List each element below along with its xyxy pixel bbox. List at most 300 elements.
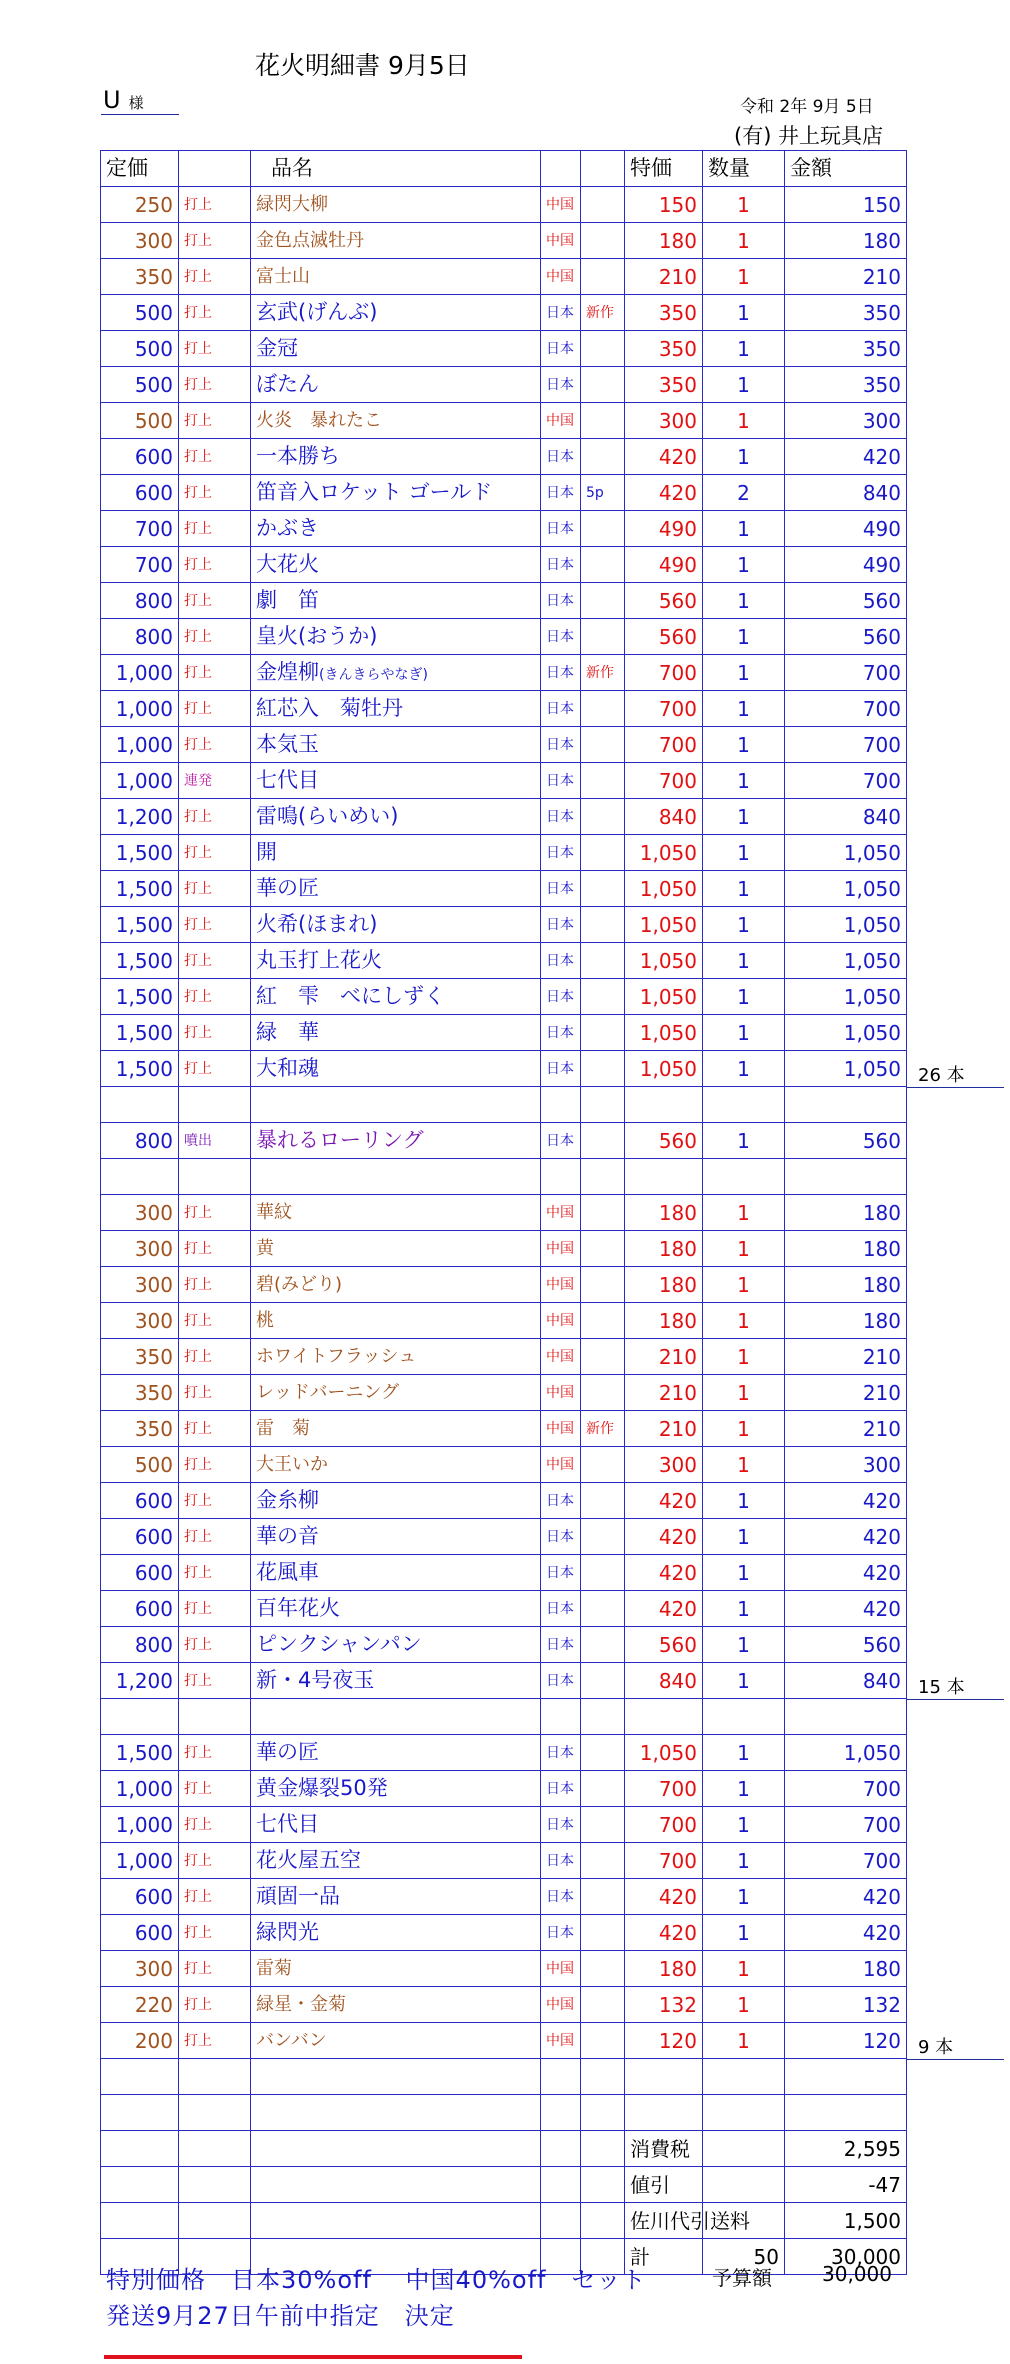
quantity: 1 — [703, 2023, 785, 2059]
special-price: 1,050 — [625, 1015, 703, 1051]
list-price: 1,000 — [101, 763, 179, 799]
item-name — [251, 1411, 541, 1447]
amount: 420 — [785, 1555, 907, 1591]
table-row — [101, 187, 907, 223]
amount: 490 — [785, 511, 907, 547]
origin: 中国 — [541, 2023, 581, 2059]
item-note — [581, 979, 625, 1015]
item-name — [251, 655, 541, 691]
special-price: 210 — [625, 1375, 703, 1411]
table-row — [101, 691, 907, 727]
item-name-text: バンバン — [256, 2029, 327, 2051]
category: 打上 — [179, 1447, 251, 1483]
header-category — [179, 151, 251, 187]
empty-cell — [625, 2095, 703, 2131]
item-name-text: 大和魂 — [256, 1056, 319, 1080]
item-name — [251, 835, 541, 871]
list-price: 250 — [101, 187, 179, 223]
amount: 700 — [785, 1843, 907, 1879]
item-name-text: 桃 — [256, 1309, 274, 1331]
tally-count: 26 本 — [918, 1064, 965, 1086]
empty-cell — [581, 2203, 625, 2239]
origin: 日本 — [541, 1051, 581, 1087]
table-row — [101, 655, 907, 691]
quantity: 1 — [703, 223, 785, 259]
item-name — [251, 187, 541, 223]
empty-cell — [541, 2095, 581, 2131]
list-price: 1,500 — [101, 979, 179, 1015]
item-note — [581, 403, 625, 439]
table-row — [101, 727, 907, 763]
special-price: 420 — [625, 1879, 703, 1915]
header-name: 品名 — [251, 151, 541, 187]
special-price: 1,050 — [625, 943, 703, 979]
list-price: 500 — [101, 295, 179, 331]
item-name-text: 雷 菊 — [256, 1417, 310, 1439]
quantity: 1 — [703, 1735, 785, 1771]
amount: 420 — [785, 1879, 907, 1915]
summary-row — [101, 2131, 907, 2167]
quantity: 1 — [703, 1951, 785, 1987]
quantity: 1 — [703, 907, 785, 943]
origin: 日本 — [541, 835, 581, 871]
quantity: 1 — [703, 1555, 785, 1591]
empty-cell — [581, 1159, 625, 1195]
table-row — [101, 907, 907, 943]
table-row — [101, 1159, 907, 1195]
amount: 210 — [785, 1339, 907, 1375]
empty-cell — [541, 2131, 581, 2167]
category: 打上 — [179, 871, 251, 907]
item-name — [251, 511, 541, 547]
empty-cell — [581, 2167, 625, 2203]
amount: 1,050 — [785, 1735, 907, 1771]
item-name-text: 開 — [256, 840, 277, 864]
header-origin — [541, 151, 581, 187]
table-row — [101, 2095, 907, 2131]
item-name — [251, 1555, 541, 1591]
special-price: 840 — [625, 1663, 703, 1699]
item-name-text: 七代目 — [256, 1812, 319, 1836]
summary-amount: 1,500 — [785, 2203, 907, 2239]
special-price: 700 — [625, 691, 703, 727]
summary-qty: 50 — [703, 2239, 785, 2275]
empty-cell — [541, 1159, 581, 1195]
item-name-reading: (きんきらやなぎ) — [319, 667, 428, 683]
category: 打上 — [179, 1951, 251, 1987]
origin: 中国 — [541, 187, 581, 223]
amount: 1,050 — [785, 943, 907, 979]
item-note — [581, 907, 625, 943]
category: 打上 — [179, 223, 251, 259]
item-note — [581, 2023, 625, 2059]
quantity: 1 — [703, 1879, 785, 1915]
origin: 中国 — [541, 1411, 581, 1447]
item-name-text: 丸玉打上花火 — [256, 948, 382, 972]
table-row — [101, 1555, 907, 1591]
origin: 中国 — [541, 1231, 581, 1267]
origin: 日本 — [541, 583, 581, 619]
item-note — [581, 1195, 625, 1231]
amount: 210 — [785, 1375, 907, 1411]
empty-cell — [785, 1159, 907, 1195]
item-note — [581, 583, 625, 619]
amount: 1,050 — [785, 907, 907, 943]
customer-underline — [101, 114, 179, 115]
table-row — [101, 1447, 907, 1483]
table-row — [101, 1195, 907, 1231]
category: 打上 — [179, 655, 251, 691]
table-row — [101, 1771, 907, 1807]
empty-cell — [581, 2059, 625, 2095]
table-row — [101, 439, 907, 475]
category: 打上 — [179, 1195, 251, 1231]
table-row — [101, 583, 907, 619]
amount: 180 — [785, 1231, 907, 1267]
empty-cell — [101, 1087, 179, 1123]
special-price: 1,050 — [625, 835, 703, 871]
quantity: 1 — [703, 619, 785, 655]
list-price: 1,500 — [101, 907, 179, 943]
item-name-text: 華の匠 — [256, 1740, 319, 1764]
item-name-text: 華の音 — [256, 1524, 319, 1548]
summary-label: 消費税 — [625, 2131, 703, 2167]
table-row — [101, 403, 907, 439]
summary-amount: -47 — [785, 2167, 907, 2203]
empty-cell — [179, 2131, 251, 2167]
special-price: 1,050 — [625, 1735, 703, 1771]
table-row — [101, 331, 907, 367]
list-price: 350 — [101, 1339, 179, 1375]
amount: 132 — [785, 1987, 907, 2023]
list-price: 600 — [101, 475, 179, 511]
origin: 日本 — [541, 1483, 581, 1519]
quantity: 1 — [703, 1447, 785, 1483]
amount: 120 — [785, 2023, 907, 2059]
summary-qty — [703, 2167, 785, 2203]
empty-cell — [101, 2095, 179, 2131]
summary-row — [101, 2203, 907, 2239]
category: 打上 — [179, 1483, 251, 1519]
quantity: 1 — [703, 655, 785, 691]
item-name — [251, 1951, 541, 1987]
quantity: 1 — [703, 259, 785, 295]
empty-cell — [179, 2059, 251, 2095]
quantity: 1 — [703, 1483, 785, 1519]
special-price: 420 — [625, 1483, 703, 1519]
category: 打上 — [179, 1771, 251, 1807]
shipping-note-underline — [104, 2355, 522, 2359]
category: 打上 — [179, 295, 251, 331]
item-name — [251, 727, 541, 763]
list-price: 500 — [101, 1447, 179, 1483]
shipping-note: 発送9月27日午前中指定 決定 — [106, 2302, 455, 2330]
item-name-text: 暴れるローリング — [256, 1128, 424, 1152]
table-row — [101, 259, 907, 295]
item-name-text: 紅 雫 べにしずく — [256, 984, 445, 1008]
item-note — [581, 1663, 625, 1699]
origin: 中国 — [541, 1375, 581, 1411]
item-name — [251, 763, 541, 799]
table-row — [101, 1987, 907, 2023]
table-row — [101, 1915, 907, 1951]
item-name-text: 七代目 — [256, 768, 319, 792]
list-price: 300 — [101, 1303, 179, 1339]
empty-cell — [541, 1699, 581, 1735]
item-note — [581, 1519, 625, 1555]
category: 打上 — [179, 727, 251, 763]
origin: 日本 — [541, 367, 581, 403]
origin: 日本 — [541, 799, 581, 835]
table-row — [101, 295, 907, 331]
amount: 700 — [785, 1807, 907, 1843]
item-name — [251, 1051, 541, 1087]
list-price: 300 — [101, 1267, 179, 1303]
amount: 560 — [785, 1627, 907, 1663]
empty-cell — [785, 1699, 907, 1735]
item-note — [581, 1735, 625, 1771]
empty-cell — [541, 2167, 581, 2203]
amount: 350 — [785, 295, 907, 331]
item-name-text: 玄武(げんぶ) — [256, 300, 378, 324]
special-price-note: 特別価格 日本30%off 中国40%off セット — [106, 2266, 647, 2294]
item-name — [251, 1591, 541, 1627]
amount: 700 — [785, 763, 907, 799]
category: 打上 — [179, 331, 251, 367]
item-name — [251, 1303, 541, 1339]
list-price: 800 — [101, 1123, 179, 1159]
list-price: 300 — [101, 1195, 179, 1231]
origin: 日本 — [541, 871, 581, 907]
item-name — [251, 979, 541, 1015]
quantity: 1 — [703, 403, 785, 439]
amount: 700 — [785, 691, 907, 727]
item-name — [251, 871, 541, 907]
budget-label: 予算額 — [712, 2266, 772, 2290]
special-price: 180 — [625, 1267, 703, 1303]
amount: 180 — [785, 1195, 907, 1231]
amount: 490 — [785, 547, 907, 583]
item-note: 新作 — [581, 295, 625, 331]
special-price: 420 — [625, 475, 703, 511]
list-price: 1,000 — [101, 1771, 179, 1807]
quantity: 1 — [703, 439, 785, 475]
amount: 420 — [785, 1591, 907, 1627]
category: 連発 — [179, 763, 251, 799]
category: 打上 — [179, 1051, 251, 1087]
amount: 1,050 — [785, 835, 907, 871]
item-note — [581, 763, 625, 799]
item-note — [581, 1555, 625, 1591]
category: 打上 — [179, 1879, 251, 1915]
item-note — [581, 1807, 625, 1843]
category: 打上 — [179, 1591, 251, 1627]
header-price: 定価 — [101, 151, 179, 187]
category: 打上 — [179, 979, 251, 1015]
quantity: 1 — [703, 979, 785, 1015]
item-note — [581, 1231, 625, 1267]
list-price: 600 — [101, 1591, 179, 1627]
empty-cell — [251, 2095, 541, 2131]
list-price: 800 — [101, 583, 179, 619]
origin: 中国 — [541, 1303, 581, 1339]
list-price: 500 — [101, 367, 179, 403]
item-name-text: 劇 笛 — [256, 588, 319, 612]
header-amount: 金額 — [785, 151, 907, 187]
special-price: 180 — [625, 1231, 703, 1267]
empty-cell — [625, 1087, 703, 1123]
origin: 日本 — [541, 1843, 581, 1879]
empty-cell — [251, 2059, 541, 2095]
special-price: 420 — [625, 1519, 703, 1555]
category: 打上 — [179, 475, 251, 511]
list-price: 220 — [101, 1987, 179, 2023]
quantity: 1 — [703, 1915, 785, 1951]
special-price: 700 — [625, 1843, 703, 1879]
item-name — [251, 1015, 541, 1051]
special-price: 560 — [625, 1123, 703, 1159]
item-name-text: 華紋 — [256, 1201, 292, 1223]
item-note — [581, 1915, 625, 1951]
table-row — [101, 1339, 907, 1375]
amount: 420 — [785, 1483, 907, 1519]
amount: 420 — [785, 1519, 907, 1555]
special-price: 150 — [625, 187, 703, 223]
amount: 700 — [785, 655, 907, 691]
category: 打上 — [179, 1519, 251, 1555]
amount: 180 — [785, 223, 907, 259]
special-price: 1,050 — [625, 1051, 703, 1087]
list-price: 350 — [101, 1411, 179, 1447]
item-note — [581, 1447, 625, 1483]
list-price: 600 — [101, 439, 179, 475]
item-name-text: 新・4号夜玉 — [256, 1668, 375, 1692]
item-name — [251, 583, 541, 619]
empty-cell — [581, 2095, 625, 2131]
empty-cell — [581, 1699, 625, 1735]
special-price: 700 — [625, 1807, 703, 1843]
item-note: 新作 — [581, 655, 625, 691]
item-name — [251, 403, 541, 439]
item-name-text: 碧(みどり) — [256, 1273, 343, 1295]
item-name — [251, 1123, 541, 1159]
origin: 日本 — [541, 1735, 581, 1771]
item-note — [581, 331, 625, 367]
item-note — [581, 1375, 625, 1411]
amount: 180 — [785, 1267, 907, 1303]
item-note — [581, 367, 625, 403]
empty-cell — [581, 2131, 625, 2167]
quantity: 1 — [703, 1375, 785, 1411]
item-name-text: 火希(ほまれ) — [256, 912, 378, 936]
table-row — [101, 367, 907, 403]
special-price: 490 — [625, 511, 703, 547]
list-price: 300 — [101, 1951, 179, 1987]
table-row — [101, 1411, 907, 1447]
list-price: 300 — [101, 1231, 179, 1267]
item-name — [251, 1627, 541, 1663]
category: 打上 — [179, 1015, 251, 1051]
empty-cell — [785, 2059, 907, 2095]
table-header-row — [101, 151, 907, 187]
quantity: 1 — [703, 763, 785, 799]
category: 打上 — [179, 1663, 251, 1699]
origin: 日本 — [541, 655, 581, 691]
items-table-body — [101, 151, 907, 2275]
item-name — [251, 799, 541, 835]
category: 打上 — [179, 547, 251, 583]
origin: 中国 — [541, 259, 581, 295]
empty-cell — [251, 1699, 541, 1735]
table-row — [101, 979, 907, 1015]
item-name-text: 金色点滅牡丹 — [256, 229, 364, 251]
origin: 中国 — [541, 1267, 581, 1303]
special-price: 420 — [625, 1915, 703, 1951]
empty-cell — [541, 2059, 581, 2095]
list-price: 1,200 — [101, 799, 179, 835]
special-price: 180 — [625, 1303, 703, 1339]
table-row — [101, 1123, 907, 1159]
special-price: 180 — [625, 1951, 703, 1987]
table-row — [101, 1879, 907, 1915]
summary-qty — [703, 2131, 785, 2167]
origin: 日本 — [541, 1015, 581, 1051]
special-price: 1,050 — [625, 907, 703, 943]
category: 打上 — [179, 187, 251, 223]
empty-cell — [179, 2095, 251, 2131]
origin: 日本 — [541, 1915, 581, 1951]
special-price: 300 — [625, 403, 703, 439]
origin: 日本 — [541, 907, 581, 943]
item-note — [581, 727, 625, 763]
special-price: 490 — [625, 547, 703, 583]
summary-label: 佐川代引送料 — [625, 2203, 703, 2239]
item-name-text: 金糸柳 — [256, 1488, 319, 1512]
origin: 日本 — [541, 619, 581, 655]
item-note — [581, 439, 625, 475]
empty-cell — [101, 2131, 179, 2167]
summary-row — [101, 2167, 907, 2203]
origin: 中国 — [541, 223, 581, 259]
category: 打上 — [179, 367, 251, 403]
item-note — [581, 1483, 625, 1519]
table-row — [101, 1483, 907, 1519]
item-name — [251, 1987, 541, 2023]
item-name-text: 雷菊 — [256, 1957, 292, 1979]
list-price: 200 — [101, 2023, 179, 2059]
item-name — [251, 1447, 541, 1483]
item-name-text: 火炎 暴れたこ — [256, 409, 382, 431]
special-price: 700 — [625, 1771, 703, 1807]
origin: 日本 — [541, 1627, 581, 1663]
item-name — [251, 1519, 541, 1555]
origin: 日本 — [541, 763, 581, 799]
table-row — [101, 547, 907, 583]
quantity: 1 — [703, 727, 785, 763]
amount: 1,050 — [785, 1015, 907, 1051]
item-name — [251, 475, 541, 511]
special-price: 350 — [625, 295, 703, 331]
category: 打上 — [179, 1915, 251, 1951]
customer-name — [103, 86, 144, 114]
item-name-text: 金冠 — [256, 336, 298, 360]
origin: 中国 — [541, 1447, 581, 1483]
item-note — [581, 619, 625, 655]
summary-amount: 30,000 — [785, 2239, 907, 2275]
item-name-text: 雷鳴(らいめい) — [256, 804, 399, 828]
empty-cell — [251, 2131, 541, 2167]
item-note — [581, 223, 625, 259]
